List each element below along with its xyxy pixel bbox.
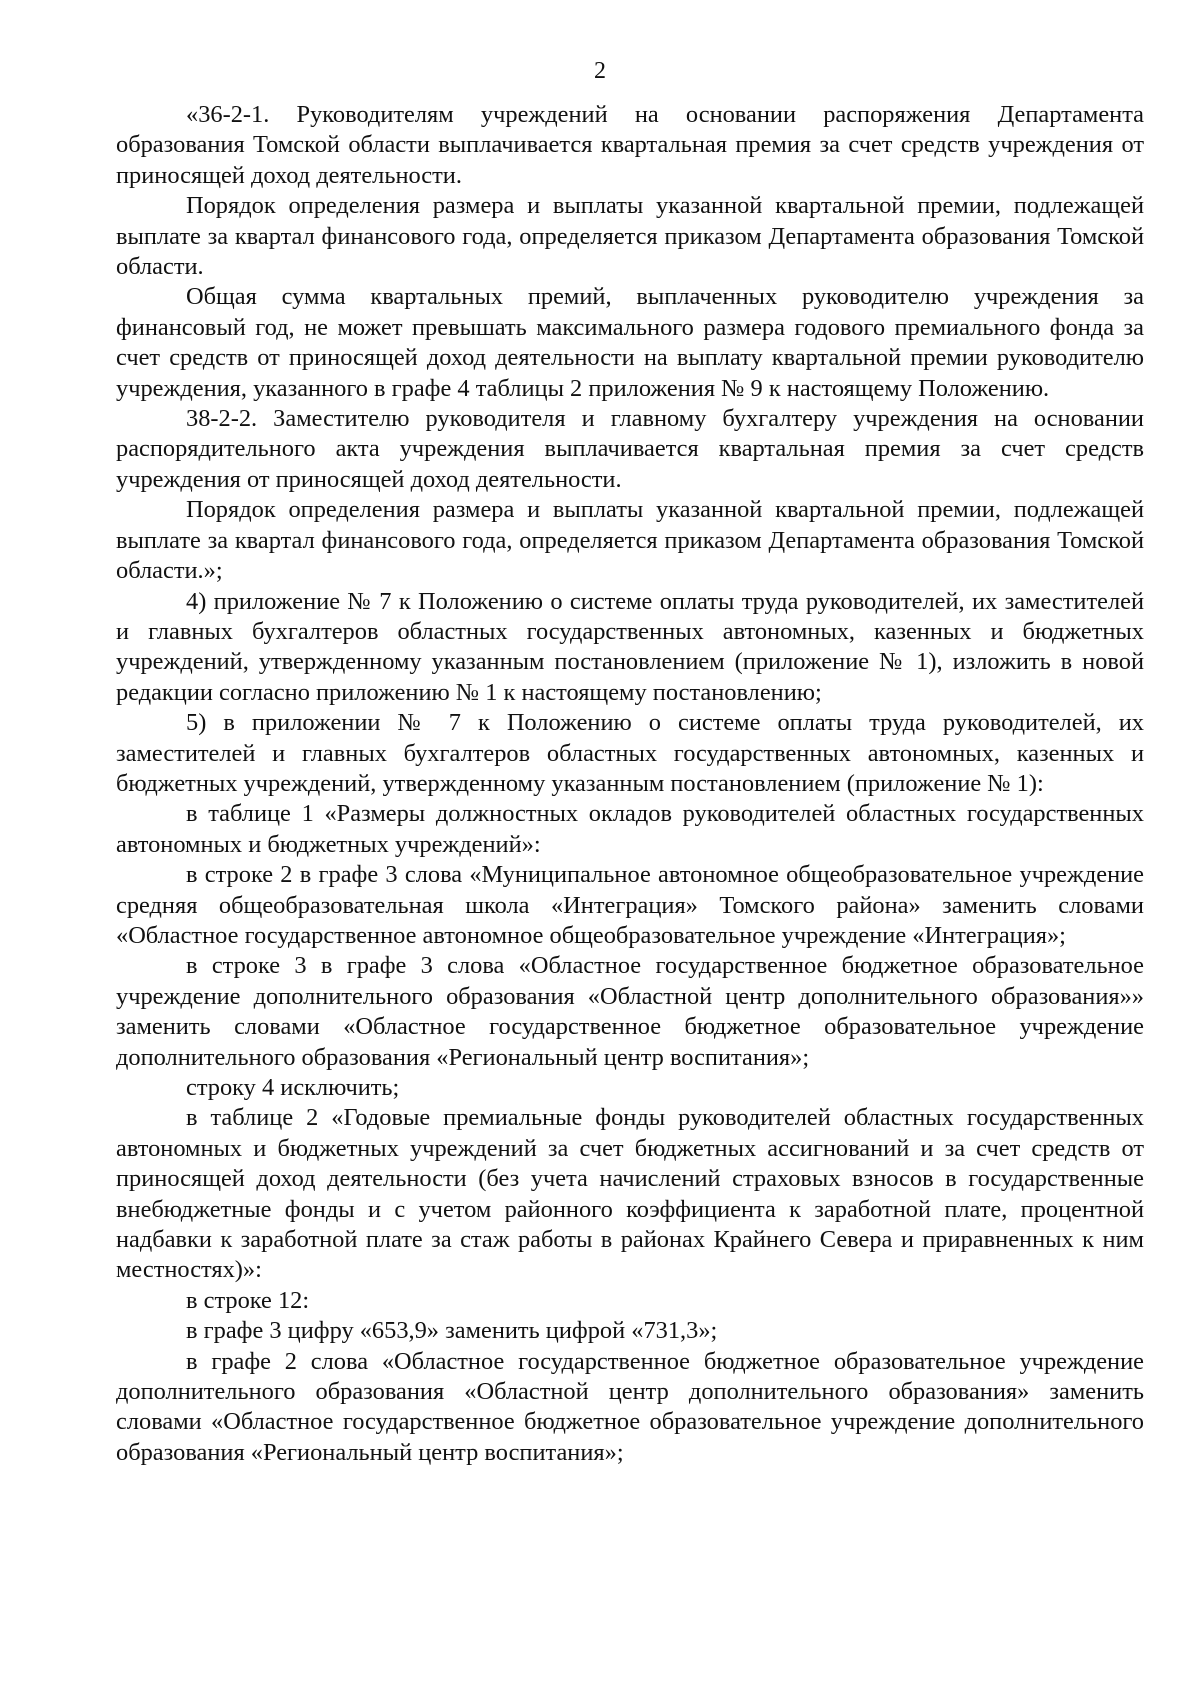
paragraph: 38-2-2. Заместителю руководителя и главному бухгалтеру учреждения на основании распорядительного акта учреждения выплачивается квартальная премия за счет средств учреждения от приносящей доход деятельности. [116, 405, 1144, 493]
paragraph: 4) приложение № 7 к Положению о системе оплаты труда руководителей, их заместителей и главных бухгалтеров областных государственных автономных, казенных и бюджетных учреждений, утвержденному указанным постановлением (приложение № 1), изложить в новой редакции согласно приложению № 1 к настоящему постановлению; [116, 587, 1144, 706]
paragraph: в строке 3 в графе 3 слова «Областное государственное бюджетное образовательное учреждение дополнительного образования «Областной центр дополнительного образования»» заменить словами «Областное государственное бюджетное образовательное учреждение дополнительного образования «Региональный центр воспитания»; [116, 952, 1144, 1071]
paragraph: 5) в приложении № 7 к Положению о системе оплаты труда руководителей, их заместителей и главных бухгалтеров областных государственных автономных, казенных и бюджетных учреждений, утвержденному указанным постановлением (приложение № 1): [116, 709, 1144, 797]
paragraph: в строке 12: [186, 1286, 310, 1314]
document-body [116, 100, 1144, 1468]
paragraph: строку 4 исключить; [186, 1074, 400, 1101]
paragraph: «36-2-1. Руководителям учреждений на основании распоряжения Департамента образования Томской области выплачивается квартальная премия за счет средств учреждения от приносящей доход деятельности. [116, 101, 1144, 189]
paragraph: Общая сумма квартальных премий, выплаченных руководителю учреждения за финансовый год, не может превышать максимального размера годового премиального фонда за счет средств от приносящей доход деятельности на выплату квартальной премии руководителю учреждения, указанного в графе 4 таблицы 2 приложения № 9 к настоящему Положению. [116, 283, 1144, 402]
paragraph: в таблице 1 «Размеры должностных окладов руководителей областных государственных автономных и бюджетных учреждений»: [116, 800, 1144, 858]
paragraph: в графе 3 цифру «653,9» заменить цифрой «731,3»; [186, 1317, 718, 1345]
paragraph: в строке 2 в графе 3 слова «Муниципальное автономное общеобразовательное учреждение средняя общеобразовательная школа «Интеграция» Томского района» заменить словами «Областное государственное автономное общеобразовательное учреждение «Интеграция»; [116, 861, 1144, 949]
paragraph: в графе 2 слова «Областное государственное бюджетное образовательное учреждение дополнительного образования «Областной центр дополнительного образования» заменить словами «Областное государственное бюджетное образовательное учреждение дополнительного образования «Региональный центр воспитания»; [116, 1347, 1144, 1466]
page-number: 2 [594, 58, 606, 84]
paragraph: Порядок определения размера и выплаты указанной квартальной премии, подлежащей выплате за квартал финансового года, определяется приказом Департамента образования Томской области.»; [116, 496, 1144, 585]
paragraph: Порядок определения размера и выплаты указанной квартальной премии, подлежащей выплате за квартал финансового года, определяется приказом Департамента образования Томской области. [116, 192, 1144, 281]
paragraph: в таблице 2 «Годовые премиальные фонды руководителей областных государственных автономных и бюджетных учреждений за счет бюджетных ассигнований и за счет средств от приносящей доход деятельности (без учета начислений страховых взносов в государственные внебюджетные фонды и с учетом районного коэффициента к заработной плате, процентной надбавки к заработной плате за стаж работы в районах Крайнего Севера и приравненных к ним местностях)»: [116, 1104, 1144, 1284]
